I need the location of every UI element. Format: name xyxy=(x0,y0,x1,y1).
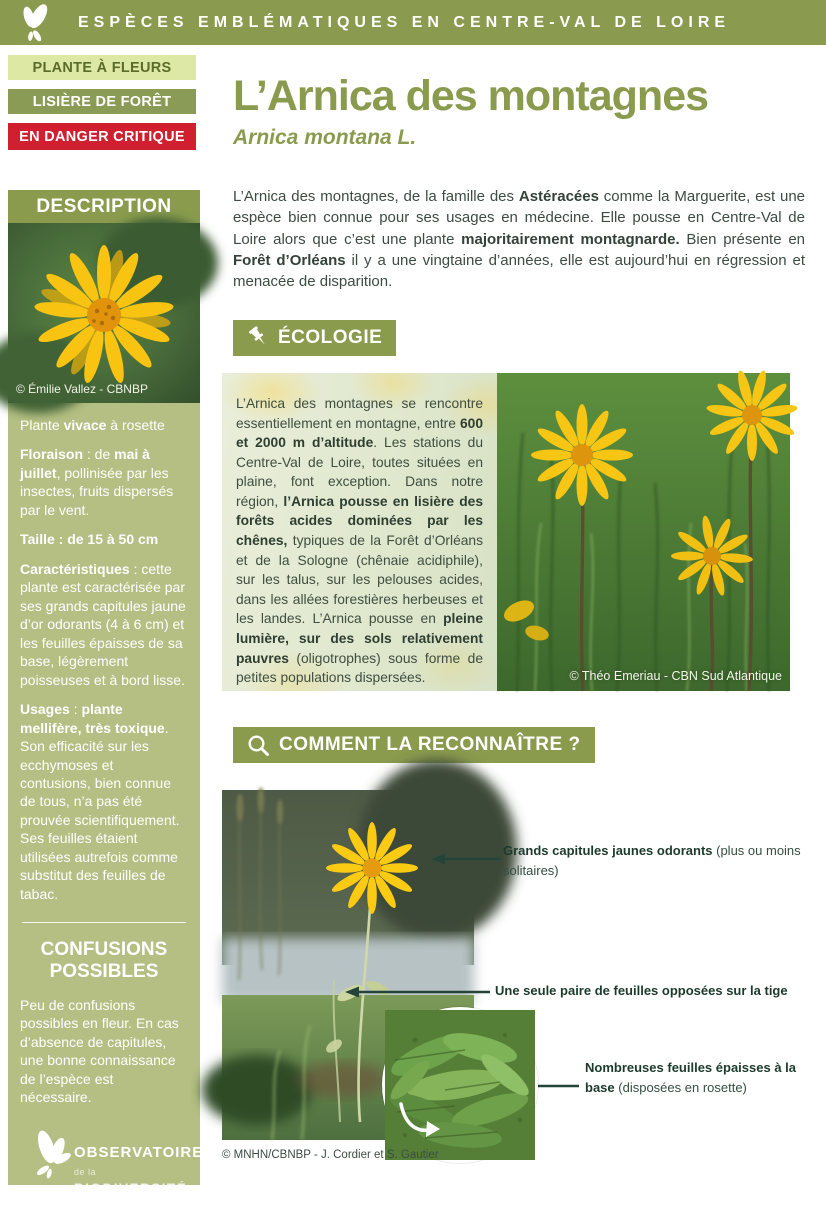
species-title: L’Arnica des montagnes xyxy=(233,72,709,120)
observatoire-logo-text xyxy=(74,1144,203,1222)
description-paragraph: Usages : plante mellifère, très toxique. Son efficacité sur les ecchymoses et contusions, bien connue de tous, n’a pas été prouvée scientifiquement. Ses feuilles étaient utilisées autrefois comme substitut des feuilles de tabac. xyxy=(20,701,180,902)
annotation-bold-text: Nombreuses feuilles épaisses à la base xyxy=(585,1060,796,1096)
description-content xyxy=(8,403,204,1222)
tag-lisiere-de-foret: LISIÈRE DE FORÊT xyxy=(8,89,196,114)
tag-plante-a-fleurs: PLANTE À FLEURS xyxy=(8,55,196,80)
annotation-feuilles-opposees xyxy=(495,981,821,1001)
butterfly-logo-icon xyxy=(14,3,52,43)
description-paragraph: Plante vivace à rosette xyxy=(20,417,165,433)
photo-credit-identify: © MNHN/CBNBP - J. Cordier et S. Gautier xyxy=(222,1149,439,1161)
observatoire-logo xyxy=(20,1118,204,1222)
species-scientific-name: Arnica montana L. xyxy=(233,126,417,150)
logo-line2 xyxy=(74,1162,203,1198)
description-photo xyxy=(8,223,200,403)
description-paragraph: Floraison : de mai à juillet, pollinisée par les insectes, fruits dispersés par le vent. xyxy=(20,446,174,518)
page-header xyxy=(0,0,826,45)
observatoire-flower-icon xyxy=(22,1120,80,1190)
magnifier-icon xyxy=(247,734,270,757)
annotation-note-text: (disposées en rosette) xyxy=(618,1080,747,1096)
ecology-text: L’Arnica des montagnes se rencontre essentiellement en montagne, entre 600 et 2000 m d’altitude. Les stations du Centre-Val de Loire, toutes situées en plaine, font exception. Dans notre région, l’Arnica pousse en lisière des forêts acides dominées par les chênes, typiques de la Forêt d’Orléans et de la Sologne (chênaie acidiphile), sur les talus, sur les pelouses acides, dans les allées forestières herbeuses et les landes. L’Arnica pousse en pleine lumière, sur des sols relativement pauvres (oligotrophes) sous forme de petites populations dispersées. xyxy=(222,373,497,691)
annotation-note-text: (plus ou moins solitaires) xyxy=(503,843,801,879)
header-title: ESPÈCES EMBLÉMATIQUES EN CENTRE-VAL DE LOIRE xyxy=(78,13,731,31)
annotation-rosette xyxy=(585,1058,815,1098)
annotation-arrow-icon xyxy=(344,984,492,1000)
confusions-text: Peu de confusions possibles en fleur. En cas d’absence de capitules, une bonne connaissance de l’espèce est nécessaire. xyxy=(20,996,179,1106)
ecology-photo-art xyxy=(497,373,790,691)
identify-section-header xyxy=(233,727,595,763)
description-header: DESCRIPTION xyxy=(8,190,200,223)
annotation-capitules xyxy=(503,841,803,881)
ecology-photo xyxy=(497,373,790,691)
logo-line1: OBSERVATOIRE xyxy=(74,1143,204,1161)
curved-arrow-icon xyxy=(396,1100,442,1142)
identify-title: COMMENT LA RECONNAÎTRE ? xyxy=(279,734,581,755)
description-sidebar xyxy=(8,190,204,1222)
sidebar-divider xyxy=(22,922,186,923)
logo-line2-main: BIODIVERSITÉ xyxy=(74,1180,188,1196)
annotation-bold-text: Une seule paire de feuilles opposées sur la tige xyxy=(495,983,788,998)
pushpin-icon xyxy=(247,327,269,349)
annotation-bold-text: Grands capitules jaunes odorants xyxy=(503,843,713,858)
photo-credit-description: © Émilie Vallez - CBNBP xyxy=(16,382,148,396)
logo-line2-prefix: de la xyxy=(74,1166,97,1177)
annotation-arrow-icon xyxy=(430,851,502,867)
confusions-header: CONFUSIONS POSSIBLES xyxy=(40,939,168,983)
photo-credit-ecology: © Théo Emeriau - CBN Sud Atlantique xyxy=(569,669,782,683)
intro-paragraph: L’Arnica des montagnes, de la famille des Astéracées comme la Marguerite, est une espèce bien connue pour ses usages en médecine. Elle pousse en Centre-Val de Loire alors que c’est une plante majoritairement montagnarde. Bien présente en Forêt d’Orléans il y a une vingtaine d’années, elle est aujourd’hui en régression et menacée de disparition. xyxy=(233,188,806,291)
ecology-box xyxy=(222,373,790,691)
tag-en-danger-critique: EN DANGER CRITIQUE xyxy=(8,123,196,150)
ecology-section-header xyxy=(233,320,396,356)
description-paragraph: Taille : de 15 à 50 cm xyxy=(20,531,159,548)
description-paragraph: Caractéristiques : cette plante est caractérisée par ses grands capitules jaune d’or odorants (4 à 6 cm) et les feuilles épaisses de sa base, légèrement poisseuses et à bord lisse. xyxy=(20,560,186,688)
title-block xyxy=(233,74,708,150)
ecology-title: ÉCOLOGIE xyxy=(278,327,383,348)
arnica-flower-photo-art xyxy=(8,223,200,403)
tag-stack xyxy=(8,55,196,159)
logo-line3: CENTRE-VAL DE LOIRE xyxy=(74,1201,203,1222)
